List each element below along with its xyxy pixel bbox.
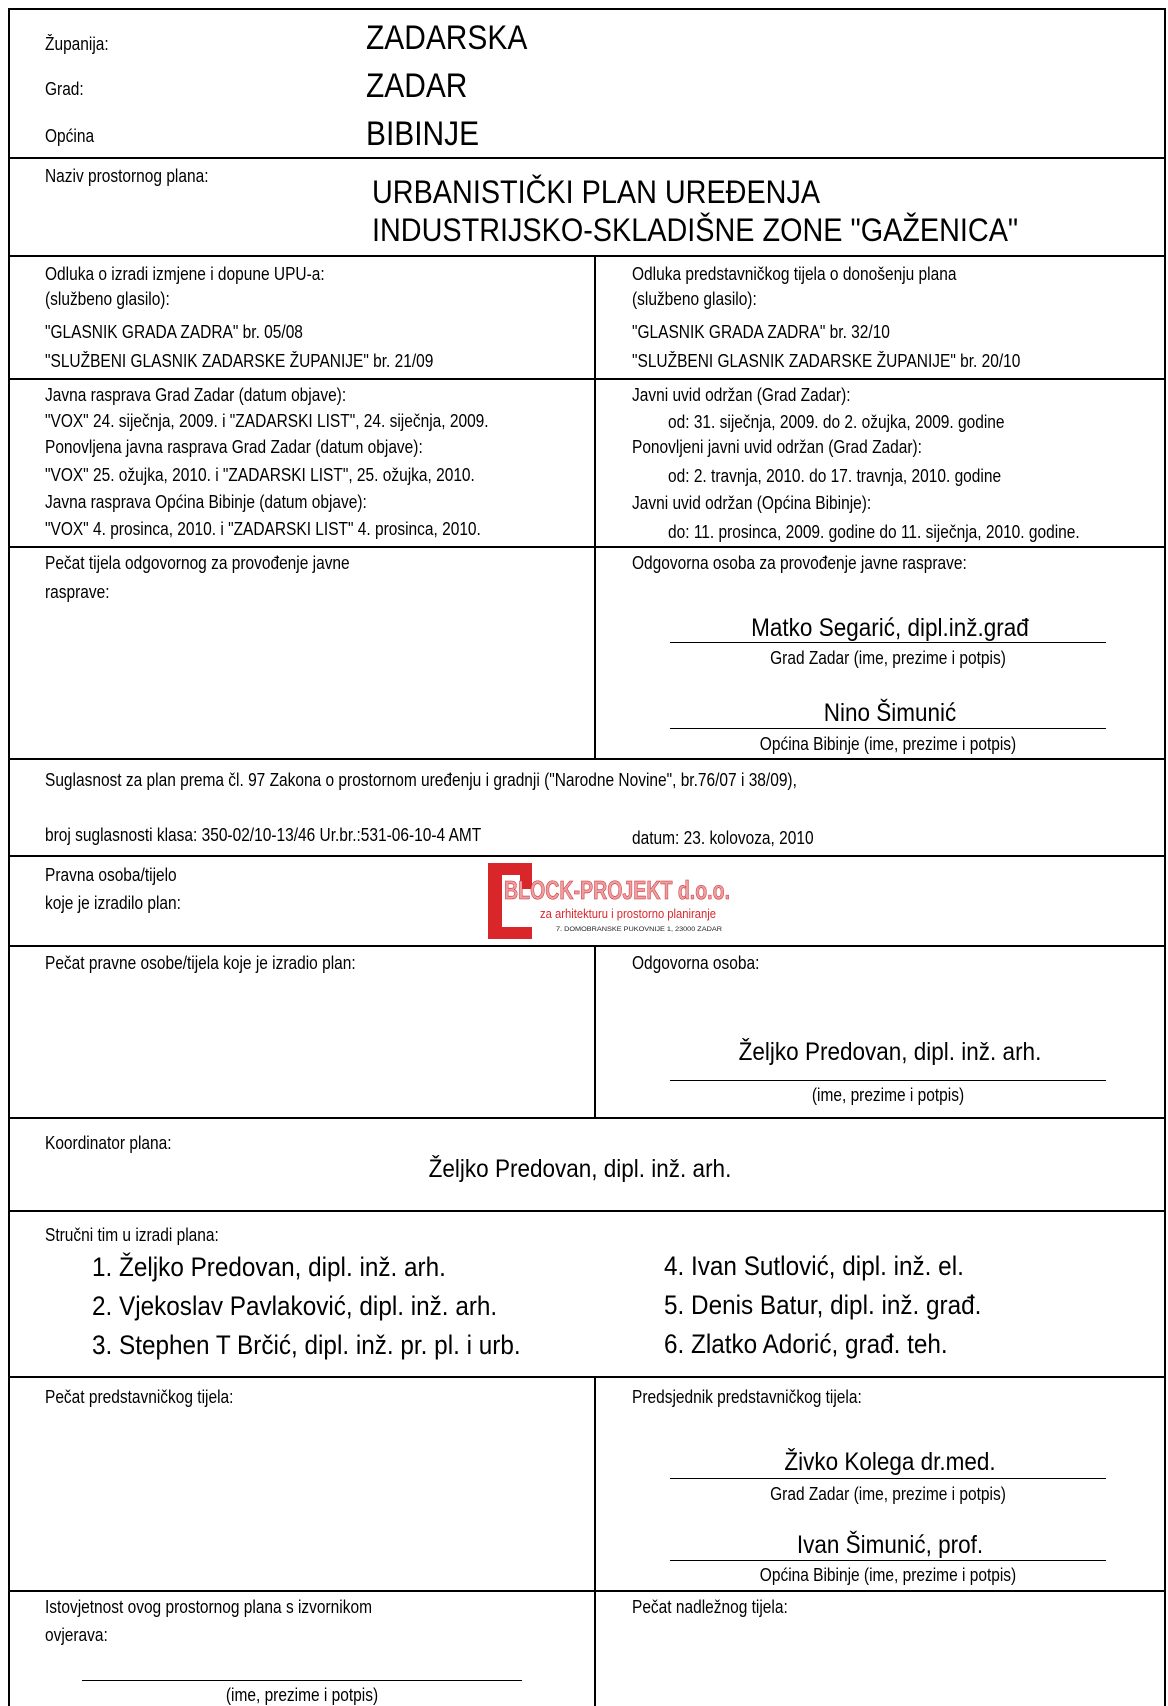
rasprava-right-line: od: 31. siječnja, 2009. do 2. ožujka, 2009. godine [668, 412, 1005, 432]
divider [8, 758, 1166, 760]
suglasnost-datum: datum: 23. kolovoza, 2010 [632, 828, 814, 848]
signatory-name: Nino Šimunić [823, 699, 957, 727]
signatory-name: Matko Segarić, dipl.inž.građ [751, 614, 1029, 642]
signature-caption: Grad Zadar (ime, prezime i potpis) [770, 648, 1006, 668]
divider [8, 1590, 1166, 1592]
grad-label: Grad: [45, 79, 84, 99]
rasprava-right-line: od: 2. travnja, 2010. do 17. travnja, 2010. godine [668, 466, 1002, 486]
signatory-name: Ivan Šimunić, prof. [796, 1531, 984, 1559]
signature-line [670, 642, 1106, 643]
istovjetnost-label-cont: ovjerava: [45, 1625, 108, 1645]
signature-line [670, 728, 1106, 729]
rasprava-left-line: Ponovljena javna rasprava Grad Zadar (datum objave): [45, 437, 423, 457]
team-member: 6. Zlatko Adorić, građ. teh. [664, 1329, 948, 1359]
rasprava-right-line: do: 11. prosinca, 2009. godine do 11. siječnja, 2010. godine. [668, 522, 1080, 542]
koordinator-label: Koordinator plana: [45, 1133, 172, 1153]
logo-subtitle: za arhitekturu i prostorno planiranje [540, 906, 716, 921]
odluka-donosenje-sublabel: (službeno glasilo): [632, 289, 757, 309]
pecat-nadleznog-label: Pečat nadležnog tijela: [632, 1597, 788, 1617]
zupanija-value: ZADARSKA [366, 19, 528, 57]
team-member: 1. Željko Predovan, dipl. inž. arh. [92, 1252, 446, 1282]
predsjednik-label: Predsjednik predstavničkog tijela: [632, 1387, 862, 1407]
rasprava-right-line: Javni uvid održan (Grad Zadar): [632, 385, 851, 405]
koordinator-name: Željko Predovan, dipl. inž. arh. [428, 1155, 732, 1183]
divider [8, 945, 1166, 947]
divider [8, 1376, 1166, 1378]
signature-line [82, 1680, 522, 1681]
pravna-osoba-label: Pravna osoba/tijelo [45, 865, 177, 885]
signature-caption: (ime, prezime i potpis) [225, 1685, 379, 1705]
logo-address: 7. DOMOBRANSKE PUKOVNIJE 1, 23000 ZADAR [556, 927, 723, 933]
team-member: 2. Vjekoslav Pavlaković, dipl. inž. arh. [92, 1291, 498, 1321]
plan-title-line1: URBANISTIČKI PLAN UREĐENJA [372, 174, 821, 210]
odluka-izrada-glasilo2: "SLUŽBENI GLASNIK ZADARSKE ŽUPANIJE" br. 21/09 [45, 351, 434, 371]
signatory-name: Željko Predovan, dipl. inž. arh. [738, 1038, 1042, 1066]
team-member: 3. Stephen T Brčić, dipl. inž. pr. pl. i urb. [92, 1330, 521, 1360]
rasprava-left-line: "VOX" 4. prosinca, 2010. i "ZADARSKI LIST" 4. prosinca, 2010. [45, 519, 481, 539]
signature-caption: Općina Bibinje (ime, prezime i potpis) [759, 734, 1017, 754]
signatory-name: Živko Kolega dr.med. [784, 1448, 996, 1476]
column-divider [594, 1377, 596, 1706]
rasprava-right-line: Ponovljeni javni uvid održan (Grad Zadar): [632, 437, 922, 457]
grad-value: ZADAR [366, 67, 468, 105]
signature-caption: (ime, prezime i potpis) [811, 1085, 965, 1105]
block-projekt-logo [486, 861, 734, 941]
pecat-predstavnickog-label: Pečat predstavničkog tijela: [45, 1387, 234, 1407]
odluka-izrada-label: Odluka o izradi izmjene i dopune UPU-a: [45, 264, 325, 284]
tim-label: Stručni tim u izradi plana: [45, 1225, 219, 1245]
suglasnost-klasa: broj suglasnosti klasa: 350-02/10-13/46 Ur.br.:531-06-10-4 AMT [45, 825, 482, 845]
odluka-donosenje-label: Odluka predstavničkog tijela o donošenju plana [632, 264, 957, 284]
signature-caption: Općina Bibinje (ime, prezime i potpis) [759, 1565, 1017, 1585]
odgovorna-osoba-label: Odgovorna osoba: [632, 953, 760, 973]
signature-caption: Grad Zadar (ime, prezime i potpis) [770, 1484, 1006, 1504]
rasprava-left-line: Javna rasprava Grad Zadar (datum objave): [45, 385, 347, 405]
divider [8, 255, 1166, 257]
signature-line [670, 1478, 1106, 1479]
pecat-rasprave-label-cont: rasprave: [45, 582, 110, 602]
team-member: 5. Denis Batur, dipl. inž. građ. [664, 1290, 982, 1320]
logo-company-name: BLOCK-PROJEKT d.o.o. [504, 875, 730, 905]
divider [8, 157, 1166, 159]
column-divider [594, 946, 596, 1117]
plan-title-line2: INDUSTRIJSKO-SKLADIŠNE ZONE "GAŽENICA" [372, 212, 1019, 248]
column-divider [594, 256, 596, 758]
rasprava-left-line: Javna rasprava Općina Bibinje (datum objave): [45, 492, 367, 512]
divider [8, 855, 1166, 857]
suglasnost-text: Suglasnost za plan prema čl. 97 Zakona o prostornom uređenju i gradnji ("Narodne Novine", br.76/07 i 38/09), [45, 770, 797, 790]
team-member: 4. Ivan Sutlović, dipl. inž. el. [664, 1251, 964, 1281]
divider [8, 546, 1166, 548]
pecat-pravne-label: Pečat pravne osobe/tijela koje je izradio plan: [45, 953, 356, 973]
odluka-donosenje-glasilo1: "GLASNIK GRADA ZADRA" br. 32/10 [632, 322, 890, 342]
odgovorna-osoba-rasprave-label: Odgovorna osoba za provođenje javne rasprave: [632, 553, 967, 573]
odluka-izrada-glasilo1: "GLASNIK GRADA ZADRA" br. 05/08 [45, 322, 303, 342]
plan-label: Naziv prostornog plana: [45, 166, 209, 186]
odluka-donosenje-glasilo2: "SLUŽBENI GLASNIK ZADARSKE ŽUPANIJE" br. 20/10 [632, 351, 1021, 371]
rasprava-left-line: "VOX" 24. siječnja, 2009. i "ZADARSKI LIST", 24. siječnja, 2009. [45, 411, 489, 431]
opcina-label: Općina [45, 126, 95, 146]
zupanija-label: Županija: [45, 34, 109, 54]
odluka-izrada-sublabel: (službeno glasilo): [45, 289, 170, 309]
divider [8, 378, 1166, 380]
pecat-rasprave-label: Pečat tijela odgovornog za provođenje javne [45, 553, 350, 573]
divider [8, 1210, 1166, 1212]
rasprava-left-line: "VOX" 25. ožujka, 2010. i "ZADARSKI LIST", 25. ožujka, 2010. [45, 465, 475, 485]
pravna-osoba-label-cont: koje je izradilo plan: [45, 893, 181, 913]
signature-line [670, 1560, 1106, 1561]
divider [8, 1117, 1166, 1119]
signature-line [670, 1080, 1106, 1081]
istovjetnost-label: Istovjetnost ovog prostornog plana s izvornikom [45, 1597, 372, 1617]
rasprava-right-line: Javni uvid održan (Općina Bibinje): [632, 493, 872, 513]
opcina-value: BIBINJE [366, 115, 480, 153]
